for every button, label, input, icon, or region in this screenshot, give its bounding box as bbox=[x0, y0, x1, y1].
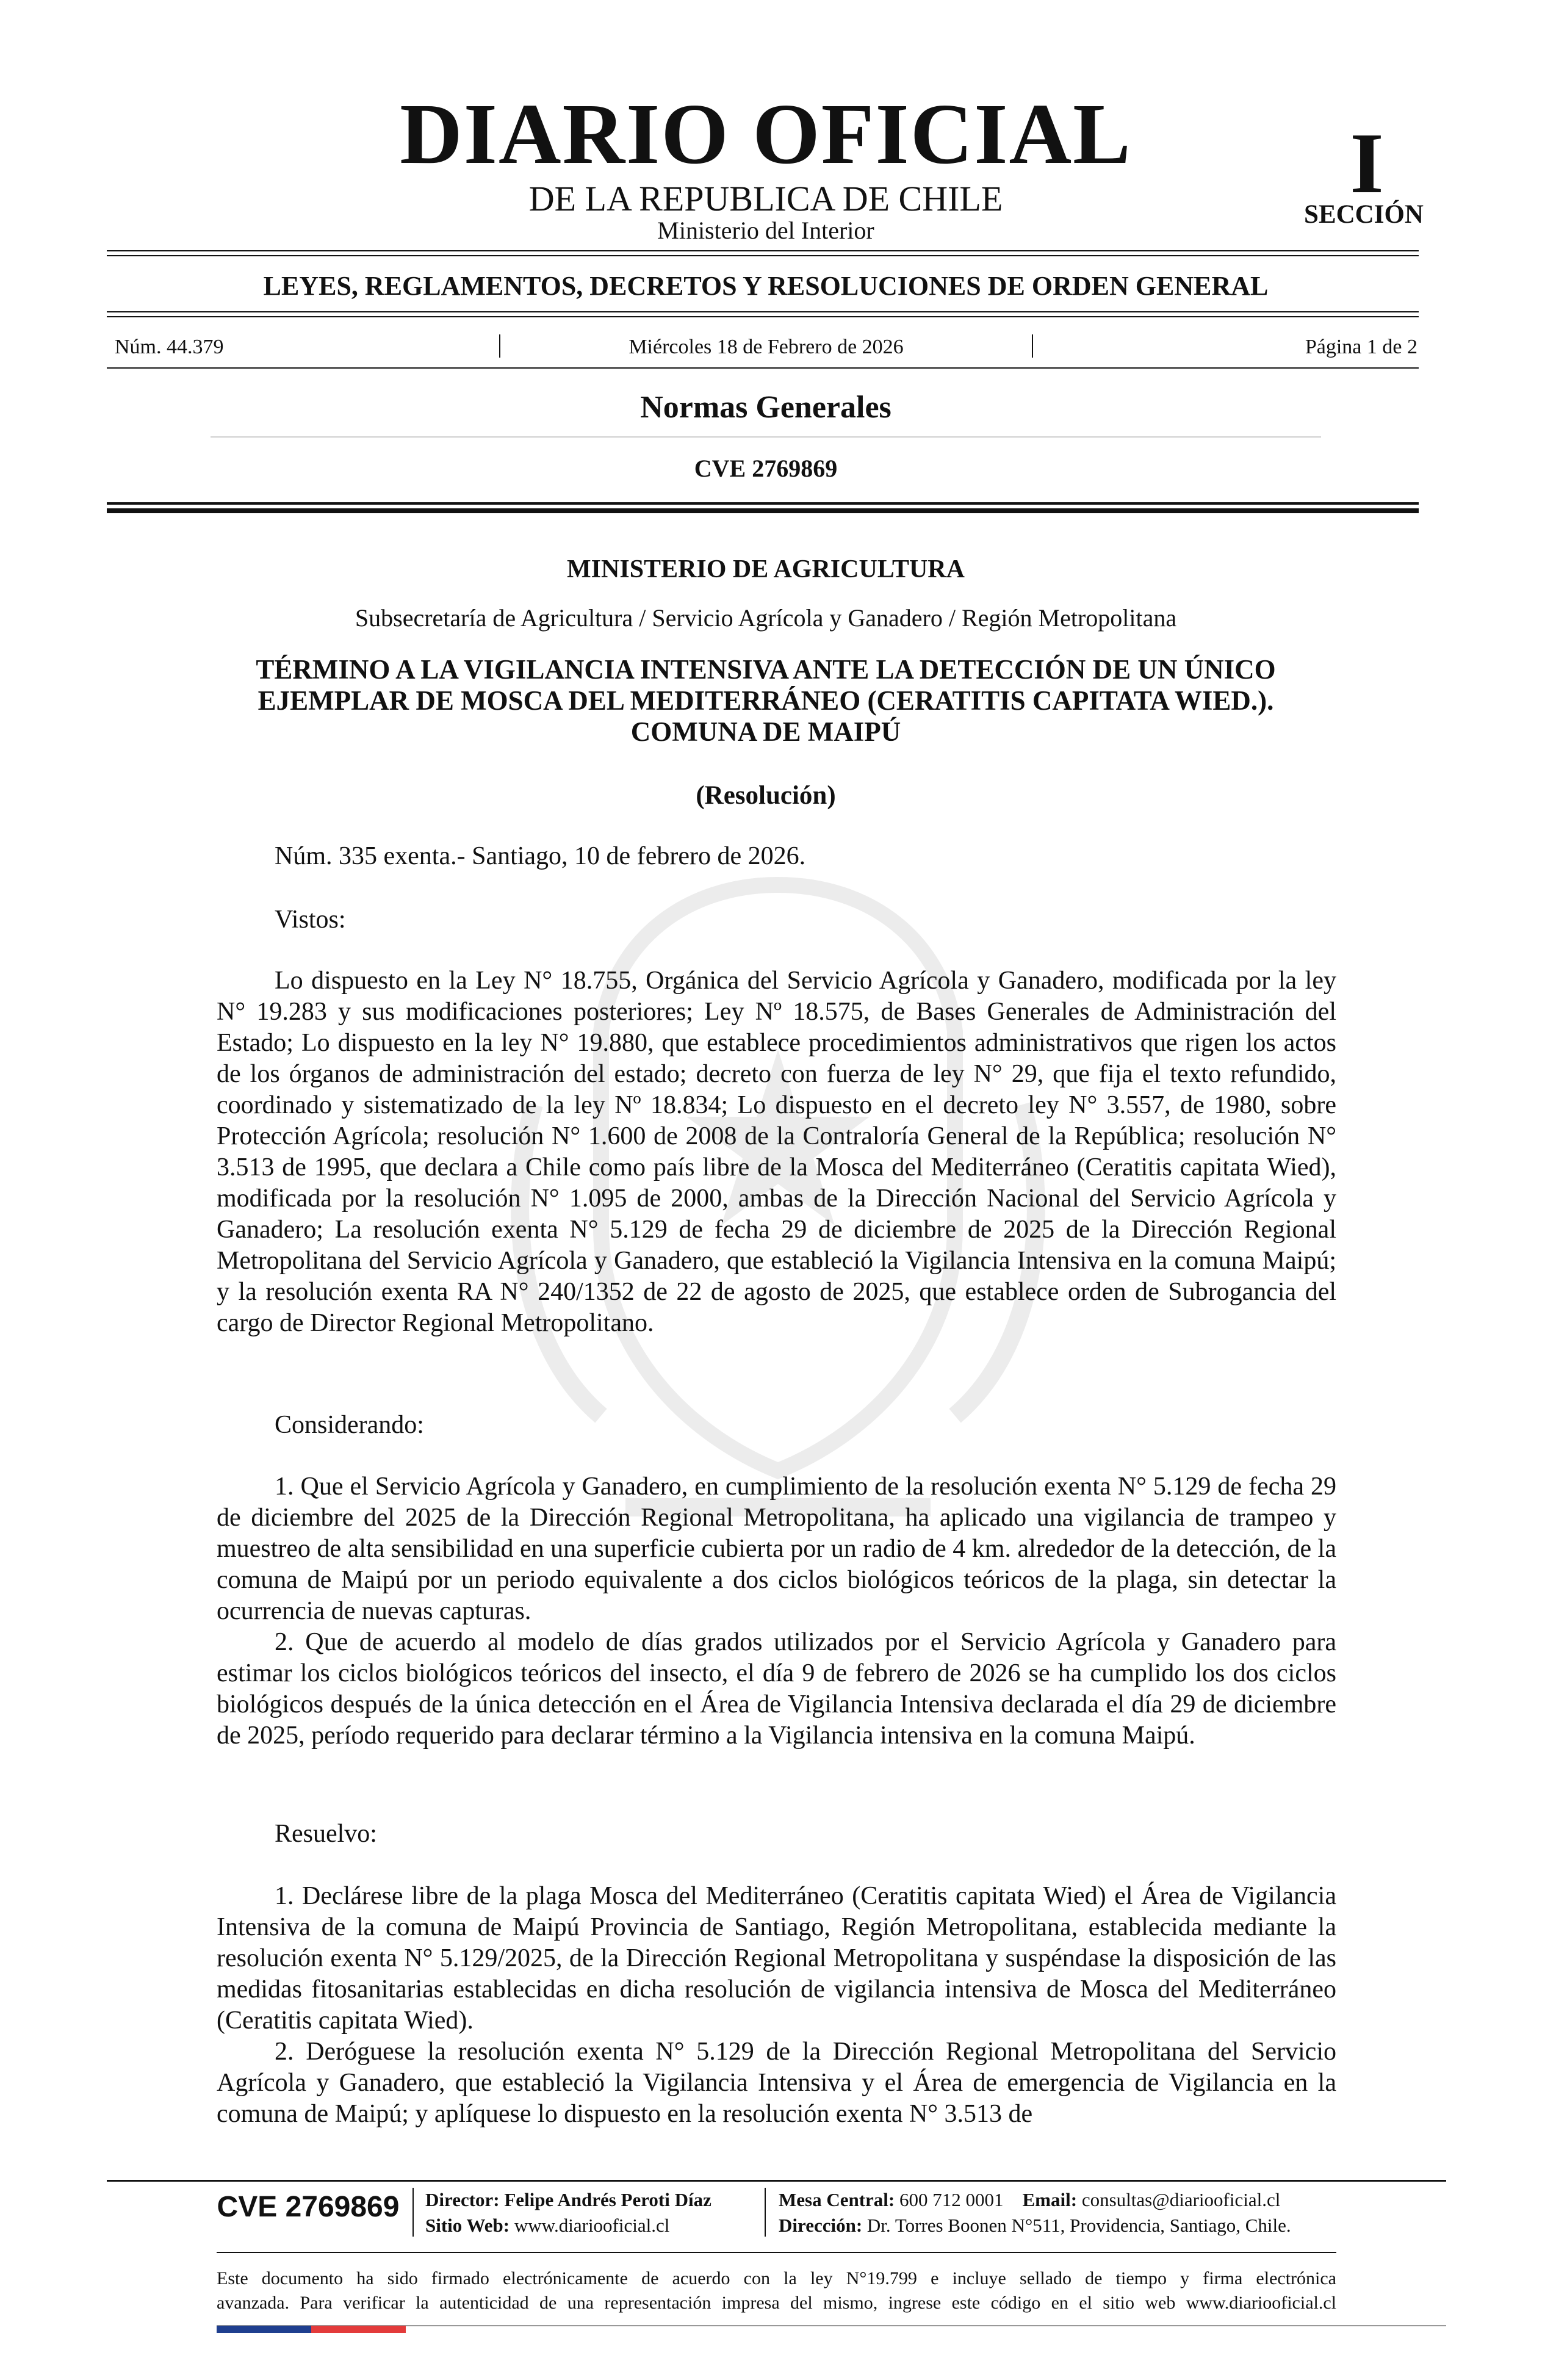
footer-contact-right bbox=[779, 2187, 1291, 2238]
address-value: Dr. Torres Boonen N°511, Providencia, Santiago, Chile. bbox=[866, 2215, 1291, 2236]
vistos-label: Vistos: bbox=[275, 906, 346, 934]
director-label: Director: bbox=[425, 2189, 500, 2210]
footer-note-line: Este documento ha sido firmado electrónicamente de acuerdo con la ley N°19.799 e incluye sellado de tiempo y firma electrónica bbox=[217, 2268, 1336, 2288]
separator bbox=[412, 2188, 414, 2237]
flag-stripe-blue bbox=[217, 2326, 311, 2333]
section-label: SECCIÓN bbox=[1304, 200, 1424, 229]
agency-line: Subsecretaría de Agricultura / Servicio Agrícola y Ganadero / Región Metropolitana bbox=[355, 604, 1177, 632]
website-label: Sitio Web: bbox=[425, 2215, 510, 2236]
footer-note bbox=[217, 2266, 1336, 2315]
paragraph: 1. Declárese libre de la plaga Mosca del Mediterráneo (Ceratitis capitata Wied) el Área de Vigilancia Intensiva de la comuna de Maipú Provincia de Santiago, Región Metropolitana, establecida mediante la resolución exenta N° 5.129/2025, de la Dirección Regional Metropolitana y suspéndase la disposición de las medidas fitosanitarias establecidas en dicha resolución de vigilancia intensiva de Mosca del Mediterráneo (Ceratitis capitata Wied). bbox=[217, 1882, 1336, 2035]
issue-number: Núm. 44.379 bbox=[115, 336, 224, 358]
divider bbox=[107, 367, 1419, 369]
section-heading: Normas Generales bbox=[640, 390, 891, 425]
title-line: EJEMPLAR DE MOSCA DEL MEDITERRÁNEO (CERATITIS CAPITATA WIED.). bbox=[258, 685, 1274, 716]
considerando-label: Considerando: bbox=[275, 1411, 424, 1439]
issue-date: Miércoles 18 de Febrero de 2026 bbox=[629, 336, 904, 358]
address-label: Dirección: bbox=[779, 2215, 863, 2236]
footer-cve: CVE 2769869 bbox=[217, 2191, 400, 2223]
divider bbox=[107, 311, 1419, 312]
category-heading: LEYES, REGLAMENTOS, DECRETOS Y RESOLUCIONES DE ORDEN GENERAL bbox=[263, 271, 1269, 301]
footer-rule bbox=[107, 2180, 1446, 2182]
vistos-text bbox=[217, 965, 1336, 1339]
divider bbox=[107, 508, 1419, 513]
website-link[interactable]: www.diariooficial.cl bbox=[514, 2215, 670, 2236]
ministry-heading: MINISTERIO DE AGRICULTURA bbox=[567, 555, 965, 583]
title-line: COMUNA DE MAIPÚ bbox=[630, 716, 901, 747]
masthead-title: DIARIO OFICIAL bbox=[400, 85, 1132, 182]
section-number: I bbox=[1350, 115, 1384, 211]
mesa-value: 600 712 0001 bbox=[899, 2189, 1004, 2210]
title-line: TÉRMINO A LA VIGILANCIA INTENSIVA ANTE LA DETECCIÓN DE UN ÚNICO bbox=[256, 654, 1276, 685]
footer-divider bbox=[217, 2252, 1336, 2253]
resuelvo-label: Resuelvo: bbox=[275, 1820, 377, 1848]
divider bbox=[107, 250, 1419, 251]
paragraph: 1. Que el Servicio Agrícola y Ganadero, en cumplimiento de la resolución exenta N° 5.129 de fecha 29 de diciembre del 2025 de la Dirección Regional Metropolitana, ha aplicado una vigilancia de trampeo y muestreo de alta sensibilidad en una superficie cubierta por un radio de 4 km. alrededor de la detección, de la comuna de Maipú por un periodo equivalente a dos ciclos biológicos teóricos de la plaga, sin detectar la ocurrencia de nuevas capturas. bbox=[217, 1473, 1336, 1625]
masthead-ministry: Ministerio del Interior bbox=[657, 217, 874, 244]
resuelvo-text bbox=[217, 1881, 1336, 2130]
flag-stripe-red bbox=[311, 2326, 406, 2333]
cve-heading: CVE 2769869 bbox=[694, 455, 838, 482]
director-name: Felipe Andrés Peroti Díaz bbox=[504, 2189, 711, 2210]
paragraph: Lo dispuesto en la Ley N° 18.755, Orgánica del Servicio Agrícola y Ganadero, modificada por la ley N° 19.283 y sus modificaciones posteriores; Ley Nº 18.575, de Bases Generales de Administración del Estado; Lo dispuesto en la ley N° 19.880, que establece procedimientos administrativos que rigen los actos de los órganos de administración del estado; decreto con fuerza de ley N° 29, que fija el texto refundido, coordinado y sistematizado de la ley Nº 18.834; Lo dispuesto en el decreto ley N° 3.557, de 1980, sobre Protección Agrícola; resolución N° 1.600 de 2008 de la Contraloría General de la República; resolución N° 3.513 de 1995, que declara a Chile como país libre de la Mosca del Mediterráneo (Ceratitis capitata Wied), modificada por la resolución N° 1.095 de 2000, ambas de la Dirección Nacional del Servicio Agrícola y Ganadero; La resolución exenta N° 5.129 de fecha 29 de diciembre de 2025 de la Dirección Regional Metropolitana del Servicio Agrícola y Ganadero, que estableció la Vigilancia Intensiva en la comuna Maipú; y la resolución exenta RA N° 240/1352 de 22 de agosto de 2025, que establece orden de Subrogancia del cargo de Director Regional Metropolitano. bbox=[217, 967, 1336, 1337]
paragraph: 2. Que de acuerdo al modelo de días grados utilizados por el Servicio Agrícola y Ganadero para estimar los ciclos biológicos teóricos del insecto, el día 9 de febrero de 2026 se ha cumplido los dos ciclos biológicos después de la única detección en el Área de Vigilancia Intensiva declarada el día 29 de diciembre de 2025, período requerido para declarar término a la Vigilancia intensiva en la comuna Maipú. bbox=[217, 1628, 1336, 1750]
document-type: (Resolución) bbox=[696, 781, 836, 810]
document-title bbox=[183, 654, 1349, 748]
paragraph: 2. Deróguese la resolución exenta N° 5.129 de la Dirección Regional Metropolitana del Servicio Agrícola y Ganadero, que estableció la Vigilancia Intensiva y el Área de emergencia de Vigilancia en la comuna de Maipú; y aplíquese lo dispuesto en la resolución exenta N° 3.513 de bbox=[217, 2038, 1336, 2128]
separator bbox=[765, 2188, 766, 2237]
masthead-subtitle: DE LA REPUBLICA DE CHILE bbox=[528, 179, 1003, 218]
footer-note-line: avanzada. Para verificar la autenticidad de una representación impresa del mismo, ingrese este código en el sitio web www.diariooficial.cl bbox=[217, 2293, 1336, 2313]
separator bbox=[1032, 334, 1033, 358]
mesa-label: Mesa Central: bbox=[779, 2189, 895, 2210]
email-label: Email: bbox=[1022, 2189, 1078, 2210]
considerando-text bbox=[217, 1471, 1336, 1751]
divider bbox=[107, 316, 1419, 317]
page-indicator: Página 1 de 2 bbox=[1305, 336, 1417, 358]
footer-contact-left bbox=[425, 2187, 711, 2238]
issue-info-bar bbox=[115, 334, 1417, 360]
divider bbox=[107, 502, 1419, 505]
opening-line: Núm. 335 exenta.- Santiago, 10 de febrero de 2026. bbox=[275, 842, 806, 870]
email-link[interactable]: consultas@diariooficial.cl bbox=[1081, 2189, 1281, 2210]
section-underline bbox=[211, 436, 1321, 438]
divider bbox=[107, 255, 1419, 256]
